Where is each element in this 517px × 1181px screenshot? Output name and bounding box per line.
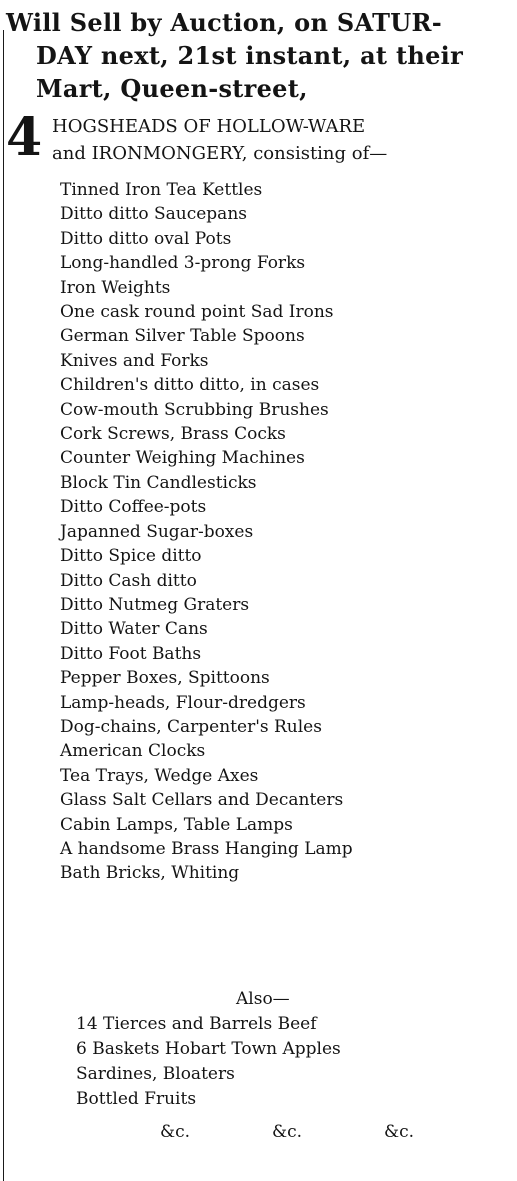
list-item: Iron Weights (60, 277, 171, 298)
list-item: Ditto ditto oval Pots (60, 228, 232, 249)
list-item: Sardines, Bloaters (76, 1064, 235, 1084)
etc-mark: &c. (384, 1122, 415, 1142)
list-item: Bath Bricks, Whiting (60, 863, 240, 884)
etc-mark: &c. (160, 1122, 191, 1142)
list-item: Tinned Iron Tea Kettles (60, 180, 263, 200)
list-item: A handsome Brass Hanging Lamp (60, 838, 353, 859)
also-item-list (76, 1012, 341, 1112)
list-item: Ditto Water Cans (60, 619, 208, 640)
heading-line-1: Will Sell by Auction, on SATUR- (6, 8, 443, 37)
lot-line-1: HOGSHEADS OF HOLLOW-WARE (52, 116, 366, 137)
list-item: Pepper Boxes, Spittoons (60, 668, 270, 689)
item-list (60, 178, 353, 886)
list-item: Ditto Foot Baths (60, 643, 202, 664)
column-rule (3, 30, 4, 1181)
heading-line-2: DAY next, 21st instant, at their (36, 41, 464, 70)
list-item: Dog-chains, Carpenter's Rules (60, 716, 322, 737)
list-item: Knives and Forks (60, 350, 209, 371)
list-item: Long-handled 3-prong Forks (60, 253, 306, 274)
list-item: One cask round point Sad Irons (60, 302, 334, 323)
heading-line-3: Mart, Queen-street, (36, 74, 308, 103)
list-item: Bottled Fruits (76, 1089, 197, 1109)
lot-quantity: 4 (6, 107, 43, 168)
list-item: Cow-mouth Scrubbing Brushes (60, 399, 329, 420)
list-item: Lamp-heads, Flour-dredgers (60, 692, 306, 713)
list-item: Ditto ditto Saucepans (60, 204, 247, 225)
auction-heading (6, 6, 511, 105)
list-item: American Clocks (60, 741, 206, 762)
list-item: Children's ditto ditto, in cases (60, 375, 320, 396)
list-item: Counter Weighing Machines (60, 448, 305, 469)
list-item: Glass Salt Cellars and Decanters (60, 790, 344, 811)
lot-description (52, 113, 387, 167)
list-item: Tea Trays, Wedge Axes (60, 765, 259, 786)
list-item: German Silver Table Spoons (60, 326, 305, 347)
etc-mark: &c. (272, 1122, 303, 1142)
list-item: 6 Baskets Hobart Town Apples (76, 1039, 341, 1059)
list-item: Ditto Cash ditto (60, 570, 197, 591)
lot-line-2: and IRONMONGERY, consisting of— (52, 143, 388, 164)
list-item: Ditto Spice ditto (60, 546, 202, 567)
list-item: Cabin Lamps, Table Lamps (60, 814, 293, 835)
list-item: Block Tin Candlesticks (60, 472, 257, 493)
list-item: Cork Screws, Brass Cocks (60, 424, 286, 445)
list-item: Ditto Nutmeg Graters (60, 594, 250, 615)
list-item: Japanned Sugar-boxes (60, 521, 254, 542)
list-item: 14 Tierces and Barrels Beef (76, 1014, 317, 1034)
list-item: Ditto Coffee-pots (60, 497, 207, 518)
etcetera-row (160, 1120, 460, 1144)
also-label: Also— (236, 989, 290, 1009)
